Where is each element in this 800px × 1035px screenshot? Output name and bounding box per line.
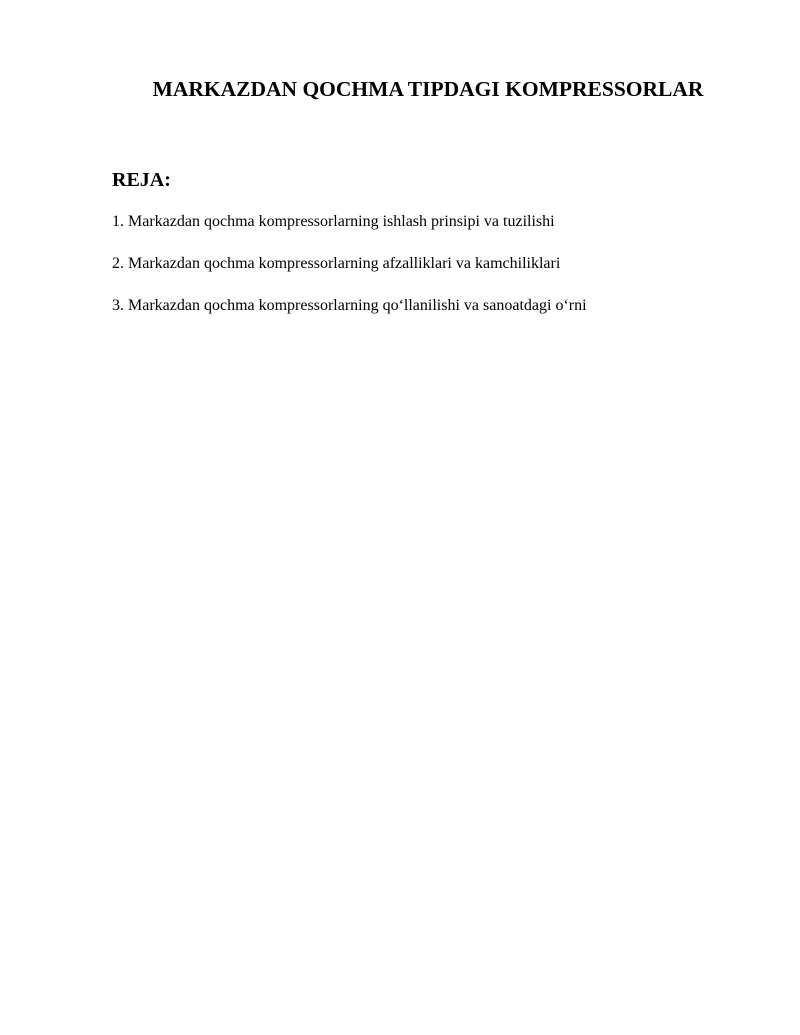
plan-item: 1. Markazdan qochma kompressorlarning ishlash prinsipi va tuzilishi xyxy=(112,213,555,230)
document-title: MARKAZDAN QOCHMA TIPDAGI KOMPRESSORLAR xyxy=(152,77,704,101)
plan-list xyxy=(112,211,752,337)
plan-item: 2. Markazdan qochma kompressorlarning afzalliklari va kamchiliklari xyxy=(112,255,561,272)
plan-item: 3. Markazdan qochma kompressorlarning qo‘llanilishi va sanoatdagi o‘rni xyxy=(112,297,587,314)
plan-heading: REJA: xyxy=(112,169,171,191)
